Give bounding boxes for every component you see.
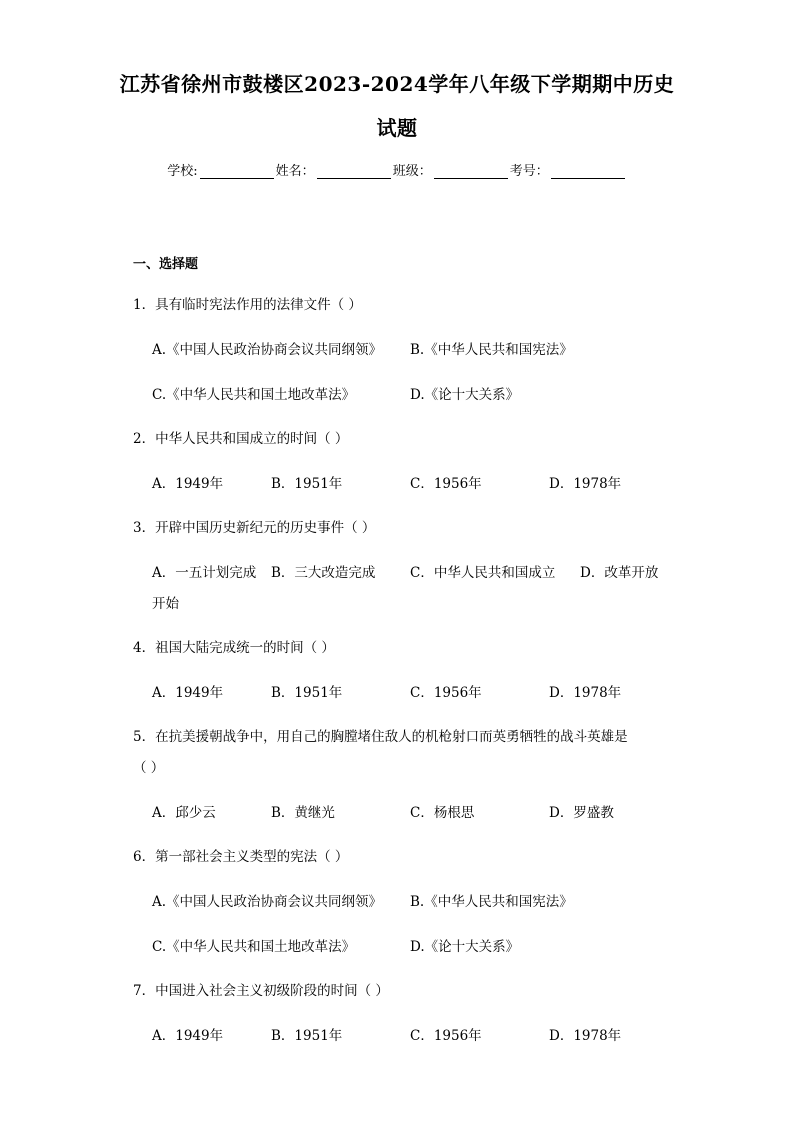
exam-number-blank[interactable] <box>551 164 625 179</box>
question-6-option-c[interactable]: C.《中华人民共和国土地改革法》 <box>152 939 356 955</box>
question-5-option-a[interactable]: A．邱少云 <box>152 805 216 821</box>
exam-title-line2: 试题 <box>376 116 418 140</box>
question-5-option-d[interactable]: D．罗盛教 <box>549 805 614 821</box>
question-4-option-d[interactable]: D．1978年 <box>549 685 622 701</box>
question-6-option-a[interactable]: A.《中国人民政治协商会议共同纲领》 <box>152 894 383 910</box>
class-label: 班级： <box>392 164 432 179</box>
exam-title-line1: 江苏省徐州市鼓楼区2023-2024学年八年级下学期期中历史 <box>119 72 675 96</box>
name-blank[interactable] <box>317 164 391 179</box>
question-7-option-c[interactable]: C．1956年 <box>410 1028 482 1044</box>
question-6-option-d[interactable]: D.《论十大关系》 <box>410 939 520 955</box>
question-1-option-b[interactable]: B.《中华人民共和国宪法》 <box>410 342 573 358</box>
class-blank[interactable] <box>434 164 508 179</box>
school-blank[interactable] <box>200 164 274 179</box>
question-1-option-d[interactable]: D.《论十大关系》 <box>410 387 520 403</box>
question-2-option-b[interactable]: B．1951年 <box>271 476 343 492</box>
question-5-stem-continued: （ ） <box>133 760 165 776</box>
question-4-stem: 4．祖国大陆完成统一的时间（ ） <box>133 640 335 656</box>
question-3-option-d[interactable]: D．改革开放 <box>580 565 659 581</box>
question-1-stem: 1．具有临时宪法作用的法律文件（ ） <box>133 297 362 313</box>
question-7-option-d[interactable]: D．1978年 <box>549 1028 622 1044</box>
question-5-option-b[interactable]: B．黄继光 <box>271 805 335 821</box>
question-7-stem: 7．中国进入社会主义初级阶段的时间（ ） <box>133 983 389 999</box>
question-7-option-b[interactable]: B．1951年 <box>271 1028 343 1044</box>
question-4-option-a[interactable]: A．1949年 <box>152 685 224 701</box>
question-3-option-b[interactable]: B．三大改造完成 <box>271 565 376 581</box>
question-4-option-c[interactable]: C．1956年 <box>410 685 482 701</box>
exam-number-label: 考号： <box>509 164 549 179</box>
question-7-option-a[interactable]: A．1949年 <box>152 1028 224 1044</box>
school-label: 学校: <box>167 164 198 179</box>
question-3-stem: 3．开辟中国历史新纪元的历史事件（ ） <box>133 520 376 536</box>
question-6-option-b[interactable]: B.《中华人民共和国宪法》 <box>410 894 573 910</box>
question-2-option-a[interactable]: A．1949年 <box>152 476 224 492</box>
question-3-option-a[interactable]: A．一五计划完成 <box>152 565 257 581</box>
section-heading: 一、选择题 <box>133 257 199 272</box>
question-5-option-c[interactable]: C．杨根思 <box>410 805 475 821</box>
question-3-option-c[interactable]: C．中华人民共和国成立 <box>410 565 556 581</box>
question-2-option-d[interactable]: D．1978年 <box>549 476 622 492</box>
name-label: 姓名： <box>275 164 315 179</box>
question-4-option-b[interactable]: B．1951年 <box>271 685 343 701</box>
question-2-stem: 2．中华人民共和国成立的时间（ ） <box>133 431 349 447</box>
question-1-option-c[interactable]: C.《中华人民共和国土地改革法》 <box>152 387 356 403</box>
question-6-stem: 6．第一部社会主义类型的宪法（ ） <box>133 849 349 865</box>
question-1-option-a[interactable]: A.《中国人民政治协商会议共同纲领》 <box>152 342 383 358</box>
student-info-row <box>0 160 794 179</box>
question-2-option-c[interactable]: C．1956年 <box>410 476 482 492</box>
question-5-stem: 5．在抗美援朝战争中，用自己的胸膛堵住敌人的机枪射口而英勇牺牲的战斗英雄是 <box>133 729 628 745</box>
question-3-option-d-wrap: 开始 <box>152 596 179 612</box>
